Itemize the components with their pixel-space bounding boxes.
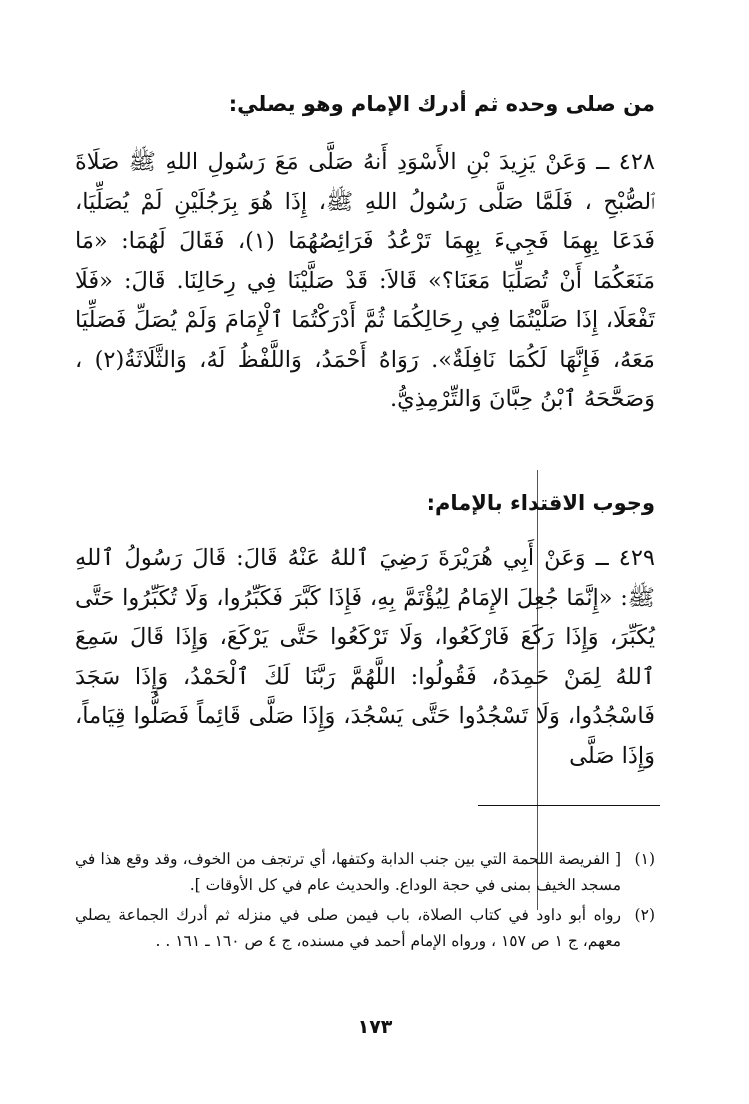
footnote-2 bbox=[75, 902, 655, 954]
footnote-1-text: [ الفريصة اللحمة التي بين جنب الدابة وكتفها، أي ترتجف من الخوف، وقد وقع هذا في مسجد الخيف بمنى في حجة الوداع. والحديث عام في كل الأوقات ]. bbox=[75, 850, 621, 894]
footnote-1-number: (١) bbox=[634, 850, 655, 868]
footnote-2-text: رواه أبو داود في كتاب الصلاة، باب فيمن صلى في منزله ثم أدرك الجماعة يصلي معهم، ج ١ ص ١٥٧ ، ورواه الإمام أحمد في مسنده، ج ٤ ص ١٦٠ ـ ١٦١ . . bbox=[75, 906, 621, 950]
footnote-1 bbox=[75, 846, 655, 898]
page-number: ١٧٣ bbox=[357, 1016, 393, 1038]
hadith-429: ٤٢٩ ــ وَعَنْ أَبِي هُرَيْرَةَ رَضِيَ ٱللهُ عَنْهُ قَالَ: قَالَ رَسُولُ ٱللهِ ﷺ: «إِنَّمَا جُعِلَ الإِمَامُ لِيُؤْتَمَّ بِهِ، فَإِذَا كَبَّرَ فَكَبِّرُوا، وَلَا تُكَبِّرُوا حَتَّى يُكَبِّرَ، وَإِذَا رَكَعَ فَارْكَعُوا، وَلَا تَرْكَعُوا حَتَّى يَرْكَعَ، وَإِذَا قَالَ سَمِعَ ٱللهُ لِمَنْ حَمِدَهُ، فَقُولُوا: اللَّهُمَّ رَبَّنَا لَكَ ٱلْحَمْدُ، وَإِذَا سَجَدَ فَاسْجُدُوا، وَلَا تَسْجُدُوا حَتَّى يَسْجُدَ، وَإِذَا صَلَّى قَائِماً فَصَلُّوا قِيَاماً، وَإِذَا صَلَّى bbox=[75, 545, 656, 769]
footnote-2-number: (٢) bbox=[634, 906, 655, 924]
footnote-divider bbox=[478, 805, 660, 806]
footnotes bbox=[75, 846, 655, 954]
section-heading-1: من صلى وحده ثم أدرك الإمام وهو يصلي: bbox=[228, 92, 655, 116]
section-heading-2: وجوب الاقتداء بالإمام: bbox=[426, 491, 655, 515]
hadith-428: ٤٢٨ ــ وَعَنْ يَزِيدَ بْنِ الأَسْوَدِ أَنهُ صَلَّى مَعَ رَسُولِ اللهِ ﷺ صَلَاةَ ٱلصُّبْحِ ، فَلَمَّا صَلَّى رَسُولُ اللهِ ﷺ، إِذَا هُوَ بِرَجُلَيْنِ لَمْ يُصَلِّيَا، فَدَعَا بِهِمَا فَجِيءَ بِهِمَا تَرْعُدُ فَرَائِصُهُمَا (١)، فَقَالَ لَهُمَا: «مَا مَنَعَكُمَا أَنْ تُصَلِّيَا مَعَنَا؟» قَالاَ: قَدْ صَلَّيْنَا فِي رِحَالِنَا. قَالَ: «فَلَا تَفْعَلَا، إِذَا صَلَّيْتُمَا فِي رِحَالِكُمَا ثُمَّ أَدْرَكْتُمَا ٱلْإِمَامَ وَلَمْ يُصَلِّ فَصَلِّيَا مَعَهُ، فَإِنَّهَا لَكُمَا نَافِلَةٌ». رَوَاهُ أَحْمَدُ، وَاللَّفْظُ لَهُ، وَالثَّلَاثَةُ(٢) ، وَصَحَّحَهُ ٱبْنُ حِبَّانَ وَالتِّرْمِذِيُّ. bbox=[75, 149, 655, 412]
